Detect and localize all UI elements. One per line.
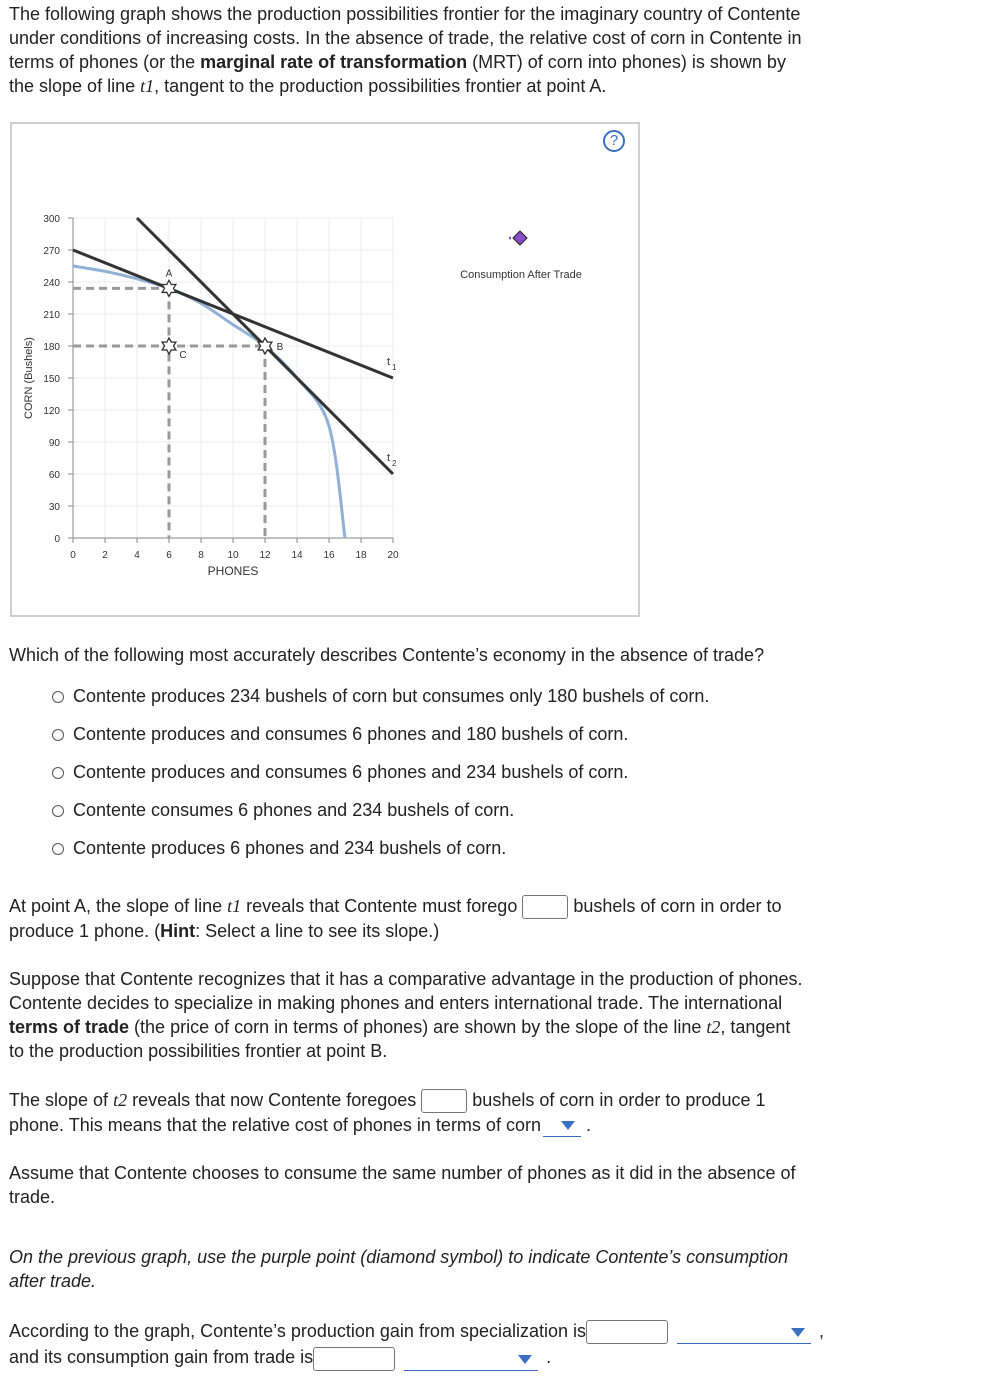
- chevron-down-icon: [791, 1328, 805, 1337]
- chevron-down-icon: [561, 1121, 575, 1130]
- consumption-gain-unit-dropdown[interactable]: [404, 1350, 538, 1371]
- t2-label: t: [387, 452, 391, 464]
- chevron-down-icon: [518, 1355, 532, 1364]
- x-tick-label: 0: [70, 550, 76, 561]
- radio-button[interactable]: [52, 691, 64, 703]
- y-tick-label: 270: [43, 246, 60, 257]
- t1-label: t: [387, 356, 391, 368]
- forego-corn-input[interactable]: [522, 895, 568, 919]
- radio-button[interactable]: [52, 843, 64, 855]
- intro-line: The following graph shows the production possibilities frontier for the imaginary country of Contente: [9, 4, 801, 24]
- consumption-gain-input[interactable]: [313, 1347, 395, 1371]
- x-tick-label: 8: [198, 550, 204, 561]
- intro-line: the slope of line t1, tangent to the production possibilities frontier at point A.: [9, 76, 607, 96]
- help-icon[interactable]: ?: [603, 130, 625, 152]
- instruction-paragraph: On the previous graph, use the purple point (diamond symbol) to indicate Contente’s consumption after trade.: [9, 1247, 789, 1291]
- x-tick-label: 14: [291, 550, 303, 561]
- y-tick-label: 210: [43, 310, 60, 321]
- slope-t1-paragraph: At point A, the slope of line t1 reveals that Contente must forego bushels of corn in order to produce 1 phone. (Hint: Select a line to see its slope.): [9, 896, 782, 942]
- intro-line: under conditions of increasing costs. In the absence of trade, the relative cost of corn in Contente in: [9, 28, 802, 48]
- x-axis-title: PHONES: [207, 564, 259, 578]
- answer-option[interactable]: [52, 838, 506, 859]
- answer-option-label: Contente produces 6 phones and 234 bushels of corn.: [73, 838, 507, 858]
- x-tick-label: 10: [227, 550, 239, 561]
- purple-diamond-icon[interactable]: [513, 231, 527, 245]
- y-tick-label: 240: [43, 278, 60, 289]
- ppf-curve: [73, 266, 345, 538]
- answer-option[interactable]: [52, 724, 628, 745]
- y-tick-label: 0: [54, 534, 60, 545]
- t2-label-subscript: 2: [392, 459, 397, 468]
- point-a-star: [162, 280, 176, 296]
- answer-option-label: Contente consumes 6 phones and 234 bushels of corn.: [73, 800, 515, 820]
- ppf-chart[interactable]: [0, 0, 1000, 640]
- y-tick-label: 180: [43, 342, 60, 353]
- y-tick-label: 300: [43, 214, 60, 225]
- x-tick-label: 18: [355, 550, 367, 561]
- x-tick-label: 2: [102, 550, 108, 561]
- y-tick-label: 60: [48, 470, 60, 481]
- assume-paragraph: Assume that Contente chooses to consume the same number of phones as it did in the absence of trade.: [9, 1163, 796, 1207]
- radio-button[interactable]: [52, 729, 64, 741]
- radio-button[interactable]: [52, 805, 64, 817]
- x-tick-label: 20: [387, 550, 399, 561]
- slope-t2-paragraph: The slope of t2 reveals that now Contente foregoes bushels of corn in order to produce 1 phone. This means that the relative cost of phones in terms of corn .: [9, 1090, 766, 1136]
- answer-option[interactable]: [52, 800, 514, 821]
- production-gain-unit-dropdown[interactable]: [677, 1323, 811, 1344]
- y-tick-label: 90: [48, 438, 60, 449]
- answer-option[interactable]: [52, 762, 628, 783]
- answer-option-label: Contente produces and consumes 6 phones and 234 bushels of corn.: [73, 762, 629, 782]
- x-tick-label: 6: [166, 550, 172, 561]
- intro-line: terms of phones (or the marginal rate of transformation (MRT) of corn into phones) is shown by: [9, 52, 786, 72]
- specialization-paragraph: Suppose that Contente recognizes that it has a comparative advantage in the production of phones. Contente decides to specialize in making phones and enters international trade. The international terms of trade (the price of corn in terms of phones) are shown by the slope of the line t2, tangent to the production possibilities frontier at point B.: [9, 969, 803, 1061]
- question-text: Which of the following most accurately describes Contente’s economy in the absence of trade?: [9, 645, 765, 665]
- gains-paragraph: According to the graph, Contente’s production gain from specialization is , and its consumption gain from trade is .: [9, 1318, 939, 1371]
- relative-cost-dropdown[interactable]: [543, 1116, 581, 1137]
- point-c-star: [162, 338, 176, 354]
- point-b-label: B: [276, 342, 284, 353]
- foregoes-corn-input[interactable]: [421, 1089, 467, 1113]
- x-tick-label: 16: [323, 550, 335, 561]
- legend-label: Consumption After Trade: [460, 269, 582, 281]
- x-tick-label: 4: [134, 550, 140, 561]
- radio-button[interactable]: [52, 767, 64, 779]
- answer-option[interactable]: [52, 686, 709, 707]
- answer-option-label: Contente produces 234 bushels of corn but consumes only 180 bushels of corn.: [73, 686, 710, 706]
- point-a-label: A: [165, 268, 173, 280]
- x-tick-label: 12: [259, 550, 271, 561]
- point-c-label: C: [179, 350, 187, 361]
- production-gain-input[interactable]: [586, 1320, 668, 1344]
- y-tick-label: 150: [43, 374, 60, 385]
- y-axis-title: CORN (Bushels): [23, 337, 35, 419]
- y-tick-label: 120: [43, 406, 60, 417]
- y-tick-label: 30: [48, 502, 60, 513]
- t1-label-subscript: 1: [392, 363, 397, 372]
- answer-option-label: Contente produces and consumes 6 phones and 180 bushels of corn.: [73, 724, 629, 744]
